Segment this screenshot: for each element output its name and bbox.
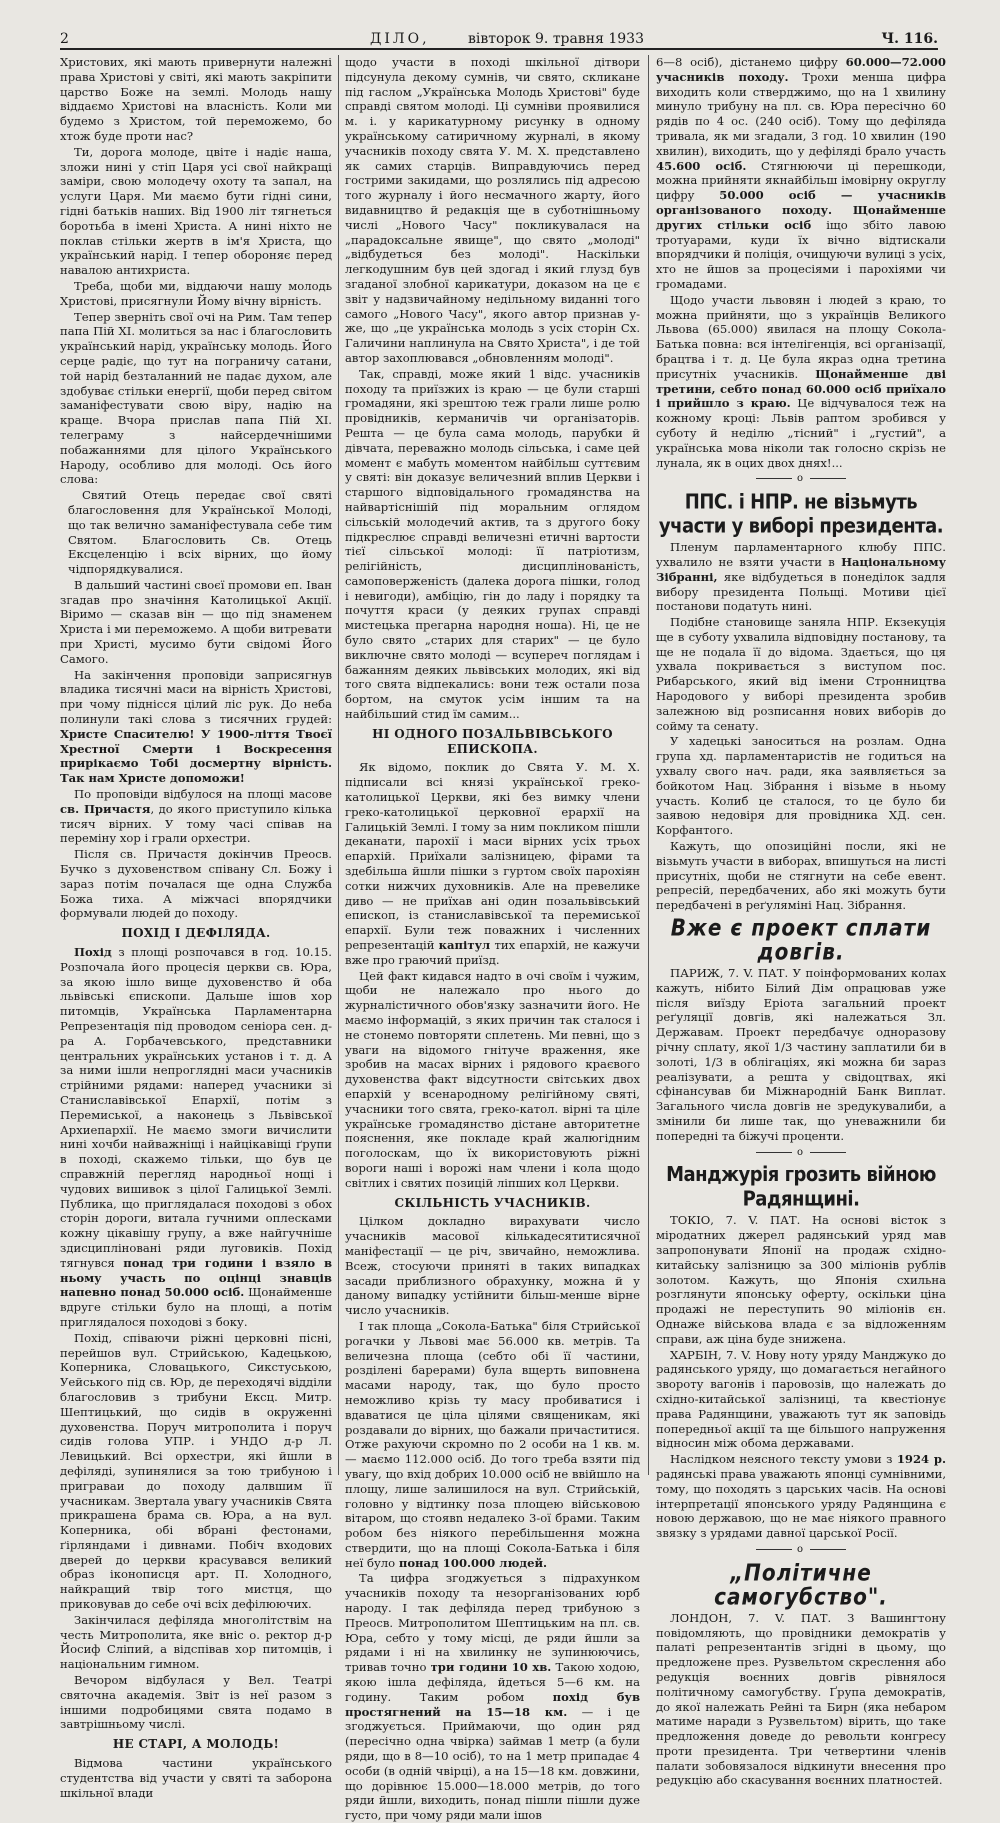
text-run: Трохи менша цифра виходить коли стверджимо, що на 1 хвилину минуло трибуну на пл. св. Юра пересічно 60 рядів по 4 ос. (240 осіб). Тому що дефіляда тривала, як ми згадали, 3 год. 10 хвилин (190 хвилин), виходить, що у дефіляді брало участь [656, 69, 946, 158]
paragraph: щодо участи в поході шкільної дітвори підсунула декому сумнів, чи свято, скликане під гаслом „Українська Молодь Христові" буде справді святом молоді. Ці сумніви проявилися м. і. у карикатурному рисунку в одному українському сатиричному журналі, в якому учасників походу свята У. М. Х. представлено як самих старців. Виправдуючись перед гострими закидами, що розлялись під адресою того журналу і його несмачного жарту, його видавництво й редакція ще в суботнішньому числі „Нового Часу" покликувалася на „парадоксальне явище", що свято „молоді" „відбудеться без молоді". Наскільки легкодушним був цей здогад і який глузд був згаданої злобної карикатури, доказом на це є звіт у надзвичайному недільному виданні того самого „Нового Часу", якого автор признав уже, що „це українська молодь з усіх сторін Сх. Галичини наплинула на Свято Христа", і де той автор захоплювався „обновленням молоді". [345, 55, 640, 365]
paragraph [345, 760, 640, 967]
paragraph [656, 55, 946, 292]
text-run: Щонайменше вдруге стільки було на площі, а потім приглядалося походові з боку. [60, 1285, 332, 1329]
paragraph [60, 668, 332, 786]
article-headline: ППС. і НПР. не візьмуть участи у виборі президента. [658, 489, 944, 539]
text-run: яке відбудеться в понеділок задля вибору президента Польщі. Мотиви цієї постанови податуть нині. [656, 569, 946, 614]
paragraph: ЛОНДОН, 7. V. ПАТ. З Вашингтону повідомляють, що провідники демократів у палаті репрезентантів згідні в цьому, що предложене през. Рузвельтом скреслення або редукція воєнних довгів рівнялося політичному самогубству. Ґрупа демократів, до якої належать Рейні та Бирн (яка небаром матиме наради з Рузвельтом) вірить, що таке предложення доведе до револьти конгресу проти президента. Три четвертини членів палати зобовязалося відкинути внесення про редукцію або скасування воєнних платностей. [656, 1610, 946, 1788]
separator: o [656, 1146, 946, 1161]
bold-text: Національному Зібранні, [656, 554, 946, 584]
paragraph: Подібне становище заняла НПР. Екзекуція ще в суботу ухвалила відповідну постанову, та ще не подала її до відома. Здається, що ця ухвала покривається з виступом пос. Рибарського, який від імени Стронництва Народового у виборі президента зробив залежною від розписання нових виборів до сойму та сенату. [656, 615, 946, 733]
text-run: Щодо участи львовян і людей з краю, то можна прийняти, що з українців Великого Львова (65.000) явилася на площу Сокола-Батька повна: вся інтелігенція, всі організації, брацтва і т. д. Це була якраз одна третина присутніх учасників. [656, 292, 946, 381]
quote-paragraph: Святий Отець передає свої святі благословення для Української Молоді, що так величнo заманіфестувала себе тим Святом. Благословить Св. Отець Ексцеленцію і всіх вірних, що йому чідпорядкувалися. [68, 488, 332, 577]
text-run: Такою ходою, якою ішла дефіляда, йдеться 5—6 км. на годину. Таким робом [345, 1660, 640, 1704]
text-run: Та цифра згоджується з підрахунком учасників походу та незорганізованих юрб народу. І так дефіляда перед трибуною з Преосв. Митрополитом Шептицьким на пл. св. Юра, себто у тому місці, де ряди йшли за рядами і ні на хвилинку не зупинюючись, тривав точно [345, 1571, 640, 1675]
column-divider [648, 55, 649, 1475]
text-run: На закінчення проповіди заприсягнув владика тисячні маси на вірність Христові, при чому піднісся цілий ліс рук. До неба полинули такі слова з тисячних грудей: [60, 667, 332, 727]
article-headline: Манджурія грозить війною Радянщині. [666, 1163, 936, 1212]
text-run: 6—8 осіб), дістанемо цифру [656, 55, 846, 69]
bold-text: Похід [74, 945, 112, 960]
paragraph: Похід, співаючи ріжні церковні пісні, перейшов вул. Стрийською, Кадецькою, Коперника, Словацького, Сикстуською, Уейського під св. Юр, де переходячі відділи благословив з трибуни Ексц. Митр. Шептицький, що сидів в окруженні духовенства. Поруч митрополита і поруч сидів голова УПР. і УНДО д-р Л. Левицький. Всі орхестри, які йшли в дефіляді, зупинялися за тою трибуною і приграваи до походу далвшим її учасникам. Звертала увагу учасників Свята прикрашена брама св. Юра, а на вул. Коперника, обі вбрані фестонами, ґірляндами і дивнами. Побіч входових дверей до церкви красувався великий образ іконописця арт. П. Холодного, найкращий твір того мистця, що приковував до себе очі всіх дефілюючих. [60, 1330, 332, 1612]
separator: o [656, 1543, 946, 1558]
paragraph: Тепер зверніть свої очі на Рим. Там тепер папа Пій XI. молиться за нас і благословить український нарід, українську молодь. Його серце радіє, що тут на пограничу сатани, той нарід безталанний не падає духом, але здобуває стільки енергії, щоби перед світом заманіфестувати свою віру, надію на краще. Вчора прислав папа Пій XI. телеграму з найсердечнішими побажаннями для цілого Українського Народу, особливо для молоді. Ось його слова: [60, 309, 332, 487]
paragraph [60, 945, 332, 1330]
bold-text: 45.600 осіб. [656, 158, 747, 173]
paragraph [656, 1452, 946, 1541]
paragraph: Відмова частини українського студентства від участи у святі та заборона шкільної влади [60, 1756, 332, 1800]
text-run: радянські права уважають японці сумнівними, тому, що походять з царських часів. На основі інтерпретації японського уряду Радянщина є новою державою, що не має ніякого правного звязку з урядами давної царської Росії. [656, 1466, 946, 1541]
text-run: Наслідком неясного тексту умови з [670, 1452, 897, 1467]
bold-text: Щонайменше дві третини, себто понад 60.000 осіб приїхало і прийшло з краю. [656, 366, 946, 411]
text-run: тих епархій, не кажучи вже про граючий приїзд. [345, 938, 640, 967]
paragraph [60, 787, 332, 846]
paragraph: Ти, дорога молоде, цвіте і надіє наша, зложи нині у стіп Царя усі свої найкращі заміри, свою молодечу охоту та запал, на услуги Царя. Ми маємо бути гідні сини, гідні батьків наших. Від 1900 літ тягнеться боротьба в імені Христа. А нині ніхто не поклав стільки жертв в ім'я Христа, що український нарід. І тепер обороняє перед навалою антихриста. [60, 144, 332, 278]
masthead-title: ДІЛО, [370, 31, 430, 47]
text-run: Це відчувалося теж на кожному кроці: Львів раптом зробився у суботу й неділю „тісний" і „густий", а українська мова ніколи так голосно скрізь не лунала, як в оцих двох днях!... [656, 396, 946, 470]
section-heading: НЕ СТАРІ, А МОЛОДЬ! [112, 1737, 280, 1752]
column-1 [60, 55, 332, 1800]
text-run: , до якого приступило кілька тисяч вірних. У тому часі співав на переміну хор і грали орхестри. [60, 801, 332, 846]
text-run: Як відомо, поклик до Свята У. М. Х. підписали всі князі української греко-католицької Церкви, які без вимку члени греко-католицької церковної ерархії на Галицькій Землі. І тому за ним покликом пішли деканати, парохії і маси вірних усіх трьох епархій. Приїхали залізницею, фірами та здебільша йшли пішки з гуртом своїх парохіян сотки нижчих духовників. Але на превелике диво — не приїхав ані один позальвівський епископ, із станиславівської та перемиської епархії. Були теж поважних і численних репрезентацій [345, 760, 640, 953]
bold-text: 1924 р. [896, 1452, 946, 1467]
paragraph [345, 1571, 640, 1823]
bold-text: капітул [438, 938, 491, 953]
paragraph: Треба, щоби ми, віддаючи нашу молодь Христові, присягнули Йому вічну вірність. [60, 278, 332, 308]
issue-date: вівторок 9. травня 1933 [468, 31, 644, 47]
paragraph: Після св. Причастя докінчив Преосв. Бучко з духовенством співану Сл. Божу і зараз потім почалася ще одна Служба Божа тиха. А міжчасі впорядчики формували людей до походу. [60, 847, 332, 921]
text-run: — і це згоджується. Приймаючи, що один ряд (пересічно одна чвірка) займав 1 метр (а були ряди, що в 8—10 осіб), то на 1 метр припадає 4 особи (в одній чвірці), а на 15—18 км. довжини, що дорівнює 15.000—18.000 метрів, до того ряди йшли, виходить, понад пішли пішли дуже густо, при чому ряди мали ішов [345, 1704, 640, 1823]
paragraph: Цей факт кидався надто в очі своїм і чужим, щоби не належало про нього до журналістичного обов'язку зазначити його. Не маємо інформацій, з яких причин так сталося і не стонемо повторяти сплетень. Ми певні, що з уваги на відомого гнітуче враження, яке зробив на масах вірних і рядового краєвого духовенства факт відсутности світських двох епархій у всенародному релігійному святі, учасники того свята, греко-катол. вірні та ціле українське громадянство дістане авторитетне пояснення, яке покладе край жалюгідним поголоскам, що їх використовують ріжні вороги наші і ворожі нам члени і кола щодо світлих і святих позицій ліпших кол Церкви. [345, 968, 640, 1190]
page-number: 2 [60, 31, 69, 47]
text-run: І так площа „Сокола-Батька" біля Стрийської рогачки у Львові має 56.000 кв. метрів. Та величезна площа (себто обі її частини, розділені барерами) була вщерть виповнена масами народу, так, що було просто неможливо крізь ту масу пробиватися і вдаватися це ціла цілями священикам, які роздавали до вірних, що бажали причаститися. Отже рахуючи скромно по 2 особи на 1 кв. м. — маємо 112.000 осіб. До того треба взяти під увагу, що вхід добрих 10.000 осіб не ввійшло на площу, лише залишилося на вул. Стрийській, головно у відтинку поза площею військовою вітаром, що стоявn недалеко 3-ої брами. Таким робом без ніякого перебільшення можна ствердити, що на площі Сокола-Батька і біля неї було [345, 1318, 640, 1570]
paragraph [345, 1319, 640, 1571]
issue-number: Ч. 116. [881, 31, 938, 47]
section-heading: ПОХІД І ДЕФІЛЯДА. [121, 926, 271, 941]
paragraph: ПАРИЖ, 7. V. ПАТ. У поінформованих колах кажуть, нібито Білий Дім опрацював уже після виїзду Еріота загальний проект реґуляції довгів, які належаться Зл. Державам. Проект передбачує одноразову річну сплату, якої 1/3 частину заплатили би в золоті, 1/3 в облігаціях, які можна би зараз реалізувати, а решта у свідоцтвах, які сфінансував би Міжнародній Банк Виплат. Загального числа довгів не зредукувалиби, а змінили би лише так, що уневажнили би попередні та біжучі проценти. [656, 966, 946, 1143]
bold-text: 50.000 осіб — учасників організованого походу. Щонайменше других стільки осіб [656, 188, 947, 232]
article-headline: „Політичне самогубство". [714, 1558, 888, 1611]
text-run: По проповіди відбулося на площі масове [74, 787, 332, 802]
column-divider [338, 55, 339, 1475]
text-run: іщо збіто лавою тротуарами, куди їх вічно відтискали впорядчики й поліція, очищуючи вулиці з усіх, хто не йшов за процесіями і парохіями чи громадами. [656, 217, 946, 291]
column-3 [656, 55, 947, 1788]
section-heading: СКІЛЬНІСТЬ УЧАСНИКІВ. [394, 1195, 591, 1210]
paragraph: У хадецькі заноситься на розлам. Одна група хд. парламентаристів не годиться на ухвалу свого нач. ради, яка заявляється за бойкотом Нац. Зібрання і візьме в ньому участь. Колиб це сталося, то це було би заявою недовіря для провідника ХД. сен. Корфантого. [656, 734, 946, 838]
paragraph: ХАРБІН, 7. V. Нову ноту уряду Манджуко до радянського уряду, що домагається негайного звороту вагонів і паровозів, що належать до східно-китайської залізниці, та квестіонує права Радянщини, уважають тут як заповідь попередньої акції та ще більшого напруження відносин між обома державами. [656, 1347, 946, 1451]
bold-text: 60.000—72.000 учасників походу. [656, 55, 946, 84]
bold-text: понад три години і взяло в ньому участь по оцінці знавців напевно понад 50.000 осіб. [60, 1255, 332, 1300]
bold-text: Христе Спасителю! У 1900-ліття Твоєї Хрестної Смерти і Воскресення прирікаємо Тобі досмертну вірність. Так нам Христе допоможи! [60, 726, 332, 786]
bold-text: св. Причастя [60, 801, 151, 816]
paragraph: ТОКІО, 7. V. ПАТ. На основі вісток з міродатних джерел радянський уряд мав запропонувати Японії на продаж східно-китайську залізницю за 300 міліонів рублів золотом. Кажуть, що Японія схильна розглянути японську оферту, оскільки ціна продажі не переступить 90 міліонів єн. Однаже військова влада є за відложенням справи, аж ціна буде знижена. [656, 1213, 946, 1346]
paragraph: Кажуть, що опозиційні посли, які не візьмуть участи в виборах, впишуться на листі присутніх, щоби не стягнути на себе евент. репресій, передбачених, або які можуть бути передбачені в реґуляміні Нац. Зібрання. [656, 839, 946, 913]
bold-text: понад 100.000 людей. [398, 1555, 548, 1570]
paragraph: Цілком докладно вирахувати число учасників масової кількадесятитисячної маніфестації — це річ, звичайно, неможлива. Всеж, стосуючи приняті в таких випадках засади приблизного обрахунку, можна й у даному випадку устійнити більш-менше вірне число учасників. [345, 1214, 640, 1318]
paragraph [656, 540, 946, 614]
bold-text: похід був простягнений на 15—18 км. [345, 1689, 640, 1719]
separator: o [656, 472, 946, 487]
text-run: Стягнюючи ці перешкоди, можна прийняти якнайбільш імовірну округлу цифру [656, 158, 946, 203]
paragraph: Так, справді, може який 1 відс. учасників походу та приїзжих із краю — це були старші громадяни, які зрештою теж грали лише ролю провідників, керманичів чи організаторів. Решта — це була сама молодь, парубки й дівчата, переважно молодь сільська, і саме цей момент є мабуть моментом найбільш суттєвим у святі: він доказує величезний вплив Церкви і старшого відповідального громадянства на найвартіснішій під моральним оглядом сільській молодечий актив, та з другого боку підкреслює справді величезні етичні вартости тієї сільської молоді: її патріотизм, релігійність, дисциплінованість, самоповерженість (далека дорога пішки, голод і невигоди), амбіцію, гін до ладу і порядку та почуття краси (у деяких групах справді мистецька прегарна народня ноша). Ні, це не було свято „старих для старих" — це було виключне свято молоді — всупереч поглядам і бажанням деяких львівських молодих, які від того свята відпекались: вони теж остали поза бортом, на смуток усім іншим та на найбільший стид їм самим... [345, 366, 640, 722]
paragraph: Христових, які мають привернути належні права Христові у світі, які мають закріпити царство Боже на землі. Молодь нашу віддаємо Христові на власність. Коли ми будемо з Христом, той переможемо, бо хтож буде проти нас? [60, 55, 332, 143]
bold-text: три години 10 хв. [430, 1660, 552, 1675]
section-heading: НІ ОДНОГО ПОЗАЛЬВІВСЬКОГО ЕПИСКОПА. [372, 726, 613, 756]
text-run: Пленум парламентарного клюбу ППС. ухвалило не взяти участи в [656, 540, 946, 569]
page-header [60, 30, 938, 50]
paragraph: В дальший частині своєї промови еп. Іван згадав про значіння Католицької Акції. Віримо — сказав він — що під знаменем Христа і ми переможемо. А щоби витревати при Христі, мусимо бути свідомі Його Самого. [60, 577, 332, 666]
paragraph: Закінчилася дефіляда многолітствім на честь Митрополита, яке вніс о. ректор д-р Йосиф Сліпий, а відспівав хор питомців, і національним гимном. [60, 1612, 332, 1672]
paragraph [656, 293, 946, 471]
column-2 [345, 55, 640, 1823]
article-headline: Вже є проект сплати довгів. [670, 913, 932, 966]
paragraph: Вечором відбулася у Вел. Театрі святочна академія. Звіт із неї разом з іншими подробицями свята подамо в завтрішньому числі. [60, 1673, 332, 1732]
text-run: з площі розпочався в год. 10.15. Розпочала його процесія церкви св. Юра, за якою ішло вище духовенство й оба львівські єпископи. Дальше ішов хор питомців, Українська Парламентарна Репрезентація під проводом сеніора сен. д-ра А. Горбачевського, представники центральних українських установ і т. д. А за ними ішли непроглядні маси учасників стрійними рядами: наперед учасники зі Станиславівської Епархії, потім з Перемиської, а наконець з Львівської Архиепархії. Не маємо змоги вичислити нині хочби найважніщі і найцікавіщі ґрупи в поході, скажемо тільки, що був це справжній перегляд народньої нощі і чудових вишивок з цілої Галицької Землі. Публика, що приглядалася походові з обох сторін дороги, витала гучними оплесками кожну цікавішу групу, а вже найгучніше здисциплінованi ряди луговиків. Похід тягнувся [60, 945, 332, 1270]
